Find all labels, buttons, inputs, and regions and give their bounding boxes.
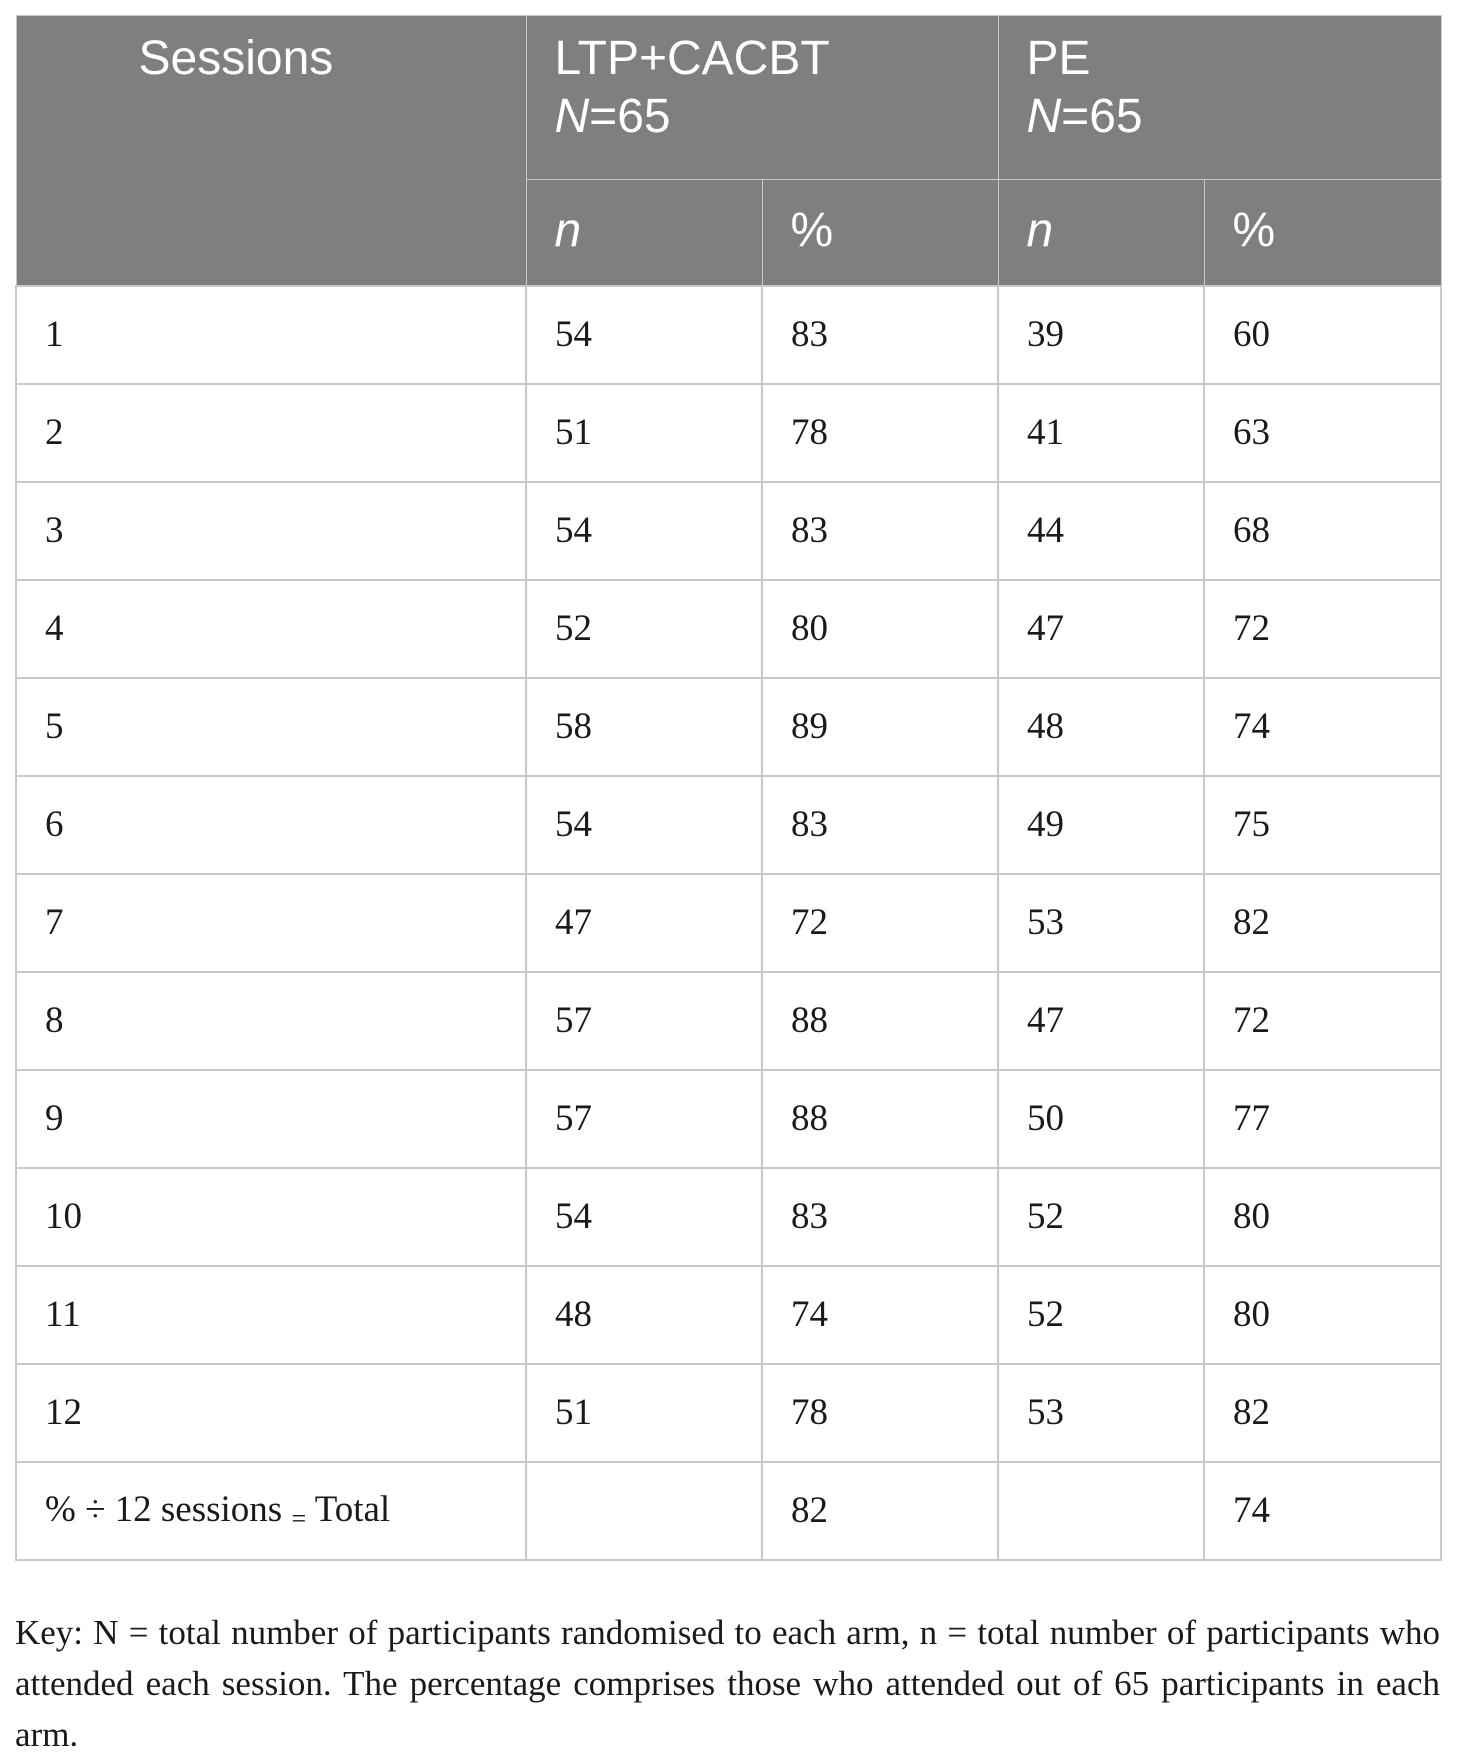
arm2-n-cell: 44: [998, 482, 1204, 580]
arm1-n-cell: 54: [526, 286, 762, 384]
arm2-pct-cell: 72: [1204, 580, 1441, 678]
total-label-part1: % ÷ 12 sessions: [45, 1488, 292, 1530]
table-header: [16, 16, 1441, 286]
arm2-pct-cell: 75: [1204, 776, 1441, 874]
arm1-n-cell: 54: [526, 1168, 762, 1266]
arm2-n-cell: 53: [998, 1364, 1204, 1462]
attendance-table-container: [15, 15, 1440, 1561]
arm2-pct-cell: 68: [1204, 482, 1441, 580]
arm2-pct-cell: 63: [1204, 384, 1441, 482]
arm2-name: PE: [1026, 32, 1091, 85]
arm1-pct-cell: 83: [762, 482, 998, 580]
arm1-n-cell: 54: [526, 482, 762, 580]
arm1-pct-cell: 78: [762, 384, 998, 482]
table-row: [16, 1168, 1441, 1266]
arm2-pct-cell: 82: [1204, 874, 1441, 972]
arm1-n-subheader: n: [526, 180, 762, 286]
session-number-cell: 6: [16, 776, 526, 874]
arm1-pct-cell: 88: [762, 1070, 998, 1168]
arm2-n-value: =65: [1061, 90, 1143, 143]
total-row: [16, 1462, 1441, 1560]
arm2-pct-cell: 77: [1204, 1070, 1441, 1168]
arm2-pct-cell: 72: [1204, 972, 1441, 1070]
arm1-pct-subheader: %: [762, 180, 998, 286]
arm1-n-cell: 47: [526, 874, 762, 972]
session-number-cell: 5: [16, 678, 526, 776]
table-row: [16, 972, 1441, 1070]
arm1-pct-cell: 88: [762, 972, 998, 1070]
table-row: [16, 1364, 1441, 1462]
table-footnote: Key: N = total number of participants randomised to each arm, n = total number of participants who attended each session. The percentage comprises those who attended out of 65 participants in each arm.: [15, 1613, 1440, 1754]
arm2-pct-cell: 74: [1204, 678, 1441, 776]
total-label-cell: [16, 1462, 526, 1560]
arm2-n-cell: 47: [998, 972, 1204, 1070]
arm2-n-cell: 52: [998, 1266, 1204, 1364]
arm1-n-cell: 48: [526, 1266, 762, 1364]
arm2-n-cell: 41: [998, 384, 1204, 482]
table-row: [16, 1070, 1441, 1168]
arm2-pct-cell: 80: [1204, 1266, 1441, 1364]
table-row: [16, 384, 1441, 482]
arm2-n-subheader: n: [998, 180, 1204, 286]
table-row: [16, 580, 1441, 678]
arm2-total-pct-cell: 74: [1204, 1462, 1441, 1560]
session-number-cell: 4: [16, 580, 526, 678]
arm2-column-header: [998, 16, 1441, 180]
arm1-n-cell: 57: [526, 972, 762, 1070]
session-number-cell: 7: [16, 874, 526, 972]
arm2-pct-cell: 82: [1204, 1364, 1441, 1462]
arm1-n-cell: 52: [526, 580, 762, 678]
session-number-cell: 3: [16, 482, 526, 580]
arm1-total-pct-cell: 82: [762, 1462, 998, 1560]
arm1-pct-cell: 80: [762, 580, 998, 678]
arm2-n-cell: 49: [998, 776, 1204, 874]
arm2-n-cell: 53: [998, 874, 1204, 972]
session-number-cell: 8: [16, 972, 526, 1070]
session-number-cell: 11: [16, 1266, 526, 1364]
arm1-pct-cell: 74: [762, 1266, 998, 1364]
arm1-n-cell: 57: [526, 1070, 762, 1168]
arm2-sample-size: [1027, 88, 1413, 146]
table-row: [16, 678, 1441, 776]
arm1-pct-cell: 83: [762, 286, 998, 384]
table-body: [16, 286, 1441, 1560]
arm1-name: LTP+CACBT: [554, 32, 830, 85]
session-number-cell: 1: [16, 286, 526, 384]
arm1-pct-cell: 89: [762, 678, 998, 776]
session-number-cell: 12: [16, 1364, 526, 1462]
total-label-part2: Total: [306, 1488, 391, 1530]
session-number-cell: 10: [16, 1168, 526, 1266]
table-row: [16, 874, 1441, 972]
total-label-equals: =: [291, 1503, 307, 1533]
session-attendance-table: [15, 15, 1442, 1561]
arm2-n-cell: 47: [998, 580, 1204, 678]
arm2-n-cell: 50: [998, 1070, 1204, 1168]
arm2-n-symbol: N: [1026, 90, 1062, 143]
sessions-column-header: Sessions: [16, 16, 526, 286]
arm1-pct-cell: 83: [762, 776, 998, 874]
arm1-column-header: [526, 16, 998, 180]
header-row-arms: [16, 16, 1441, 180]
arm2-pct-cell: 80: [1204, 1168, 1441, 1266]
table-row: [16, 286, 1441, 384]
arm2-total-n-cell: [998, 1462, 1204, 1560]
arm2-pct-subheader: %: [1204, 180, 1441, 286]
arm2-n-cell: 52: [998, 1168, 1204, 1266]
arm1-n-cell: 54: [526, 776, 762, 874]
arm2-n-cell: 48: [998, 678, 1204, 776]
arm1-n-value: =65: [589, 90, 671, 143]
arm1-sample-size: [555, 88, 970, 146]
session-number-cell: 2: [16, 384, 526, 482]
arm2-pct-cell: 60: [1204, 286, 1441, 384]
arm1-pct-cell: 72: [762, 874, 998, 972]
arm1-total-n-cell: [526, 1462, 762, 1560]
arm1-n-cell: 51: [526, 384, 762, 482]
arm1-n-symbol: N: [554, 90, 590, 143]
arm1-pct-cell: 83: [762, 1168, 998, 1266]
table-row: [16, 482, 1441, 580]
arm2-n-cell: 39: [998, 286, 1204, 384]
table-row: [16, 776, 1441, 874]
arm1-n-cell: 51: [526, 1364, 762, 1462]
session-number-cell: 9: [16, 1070, 526, 1168]
table-row: [16, 1266, 1441, 1364]
arm1-pct-cell: 78: [762, 1364, 998, 1462]
arm1-n-cell: 58: [526, 678, 762, 776]
